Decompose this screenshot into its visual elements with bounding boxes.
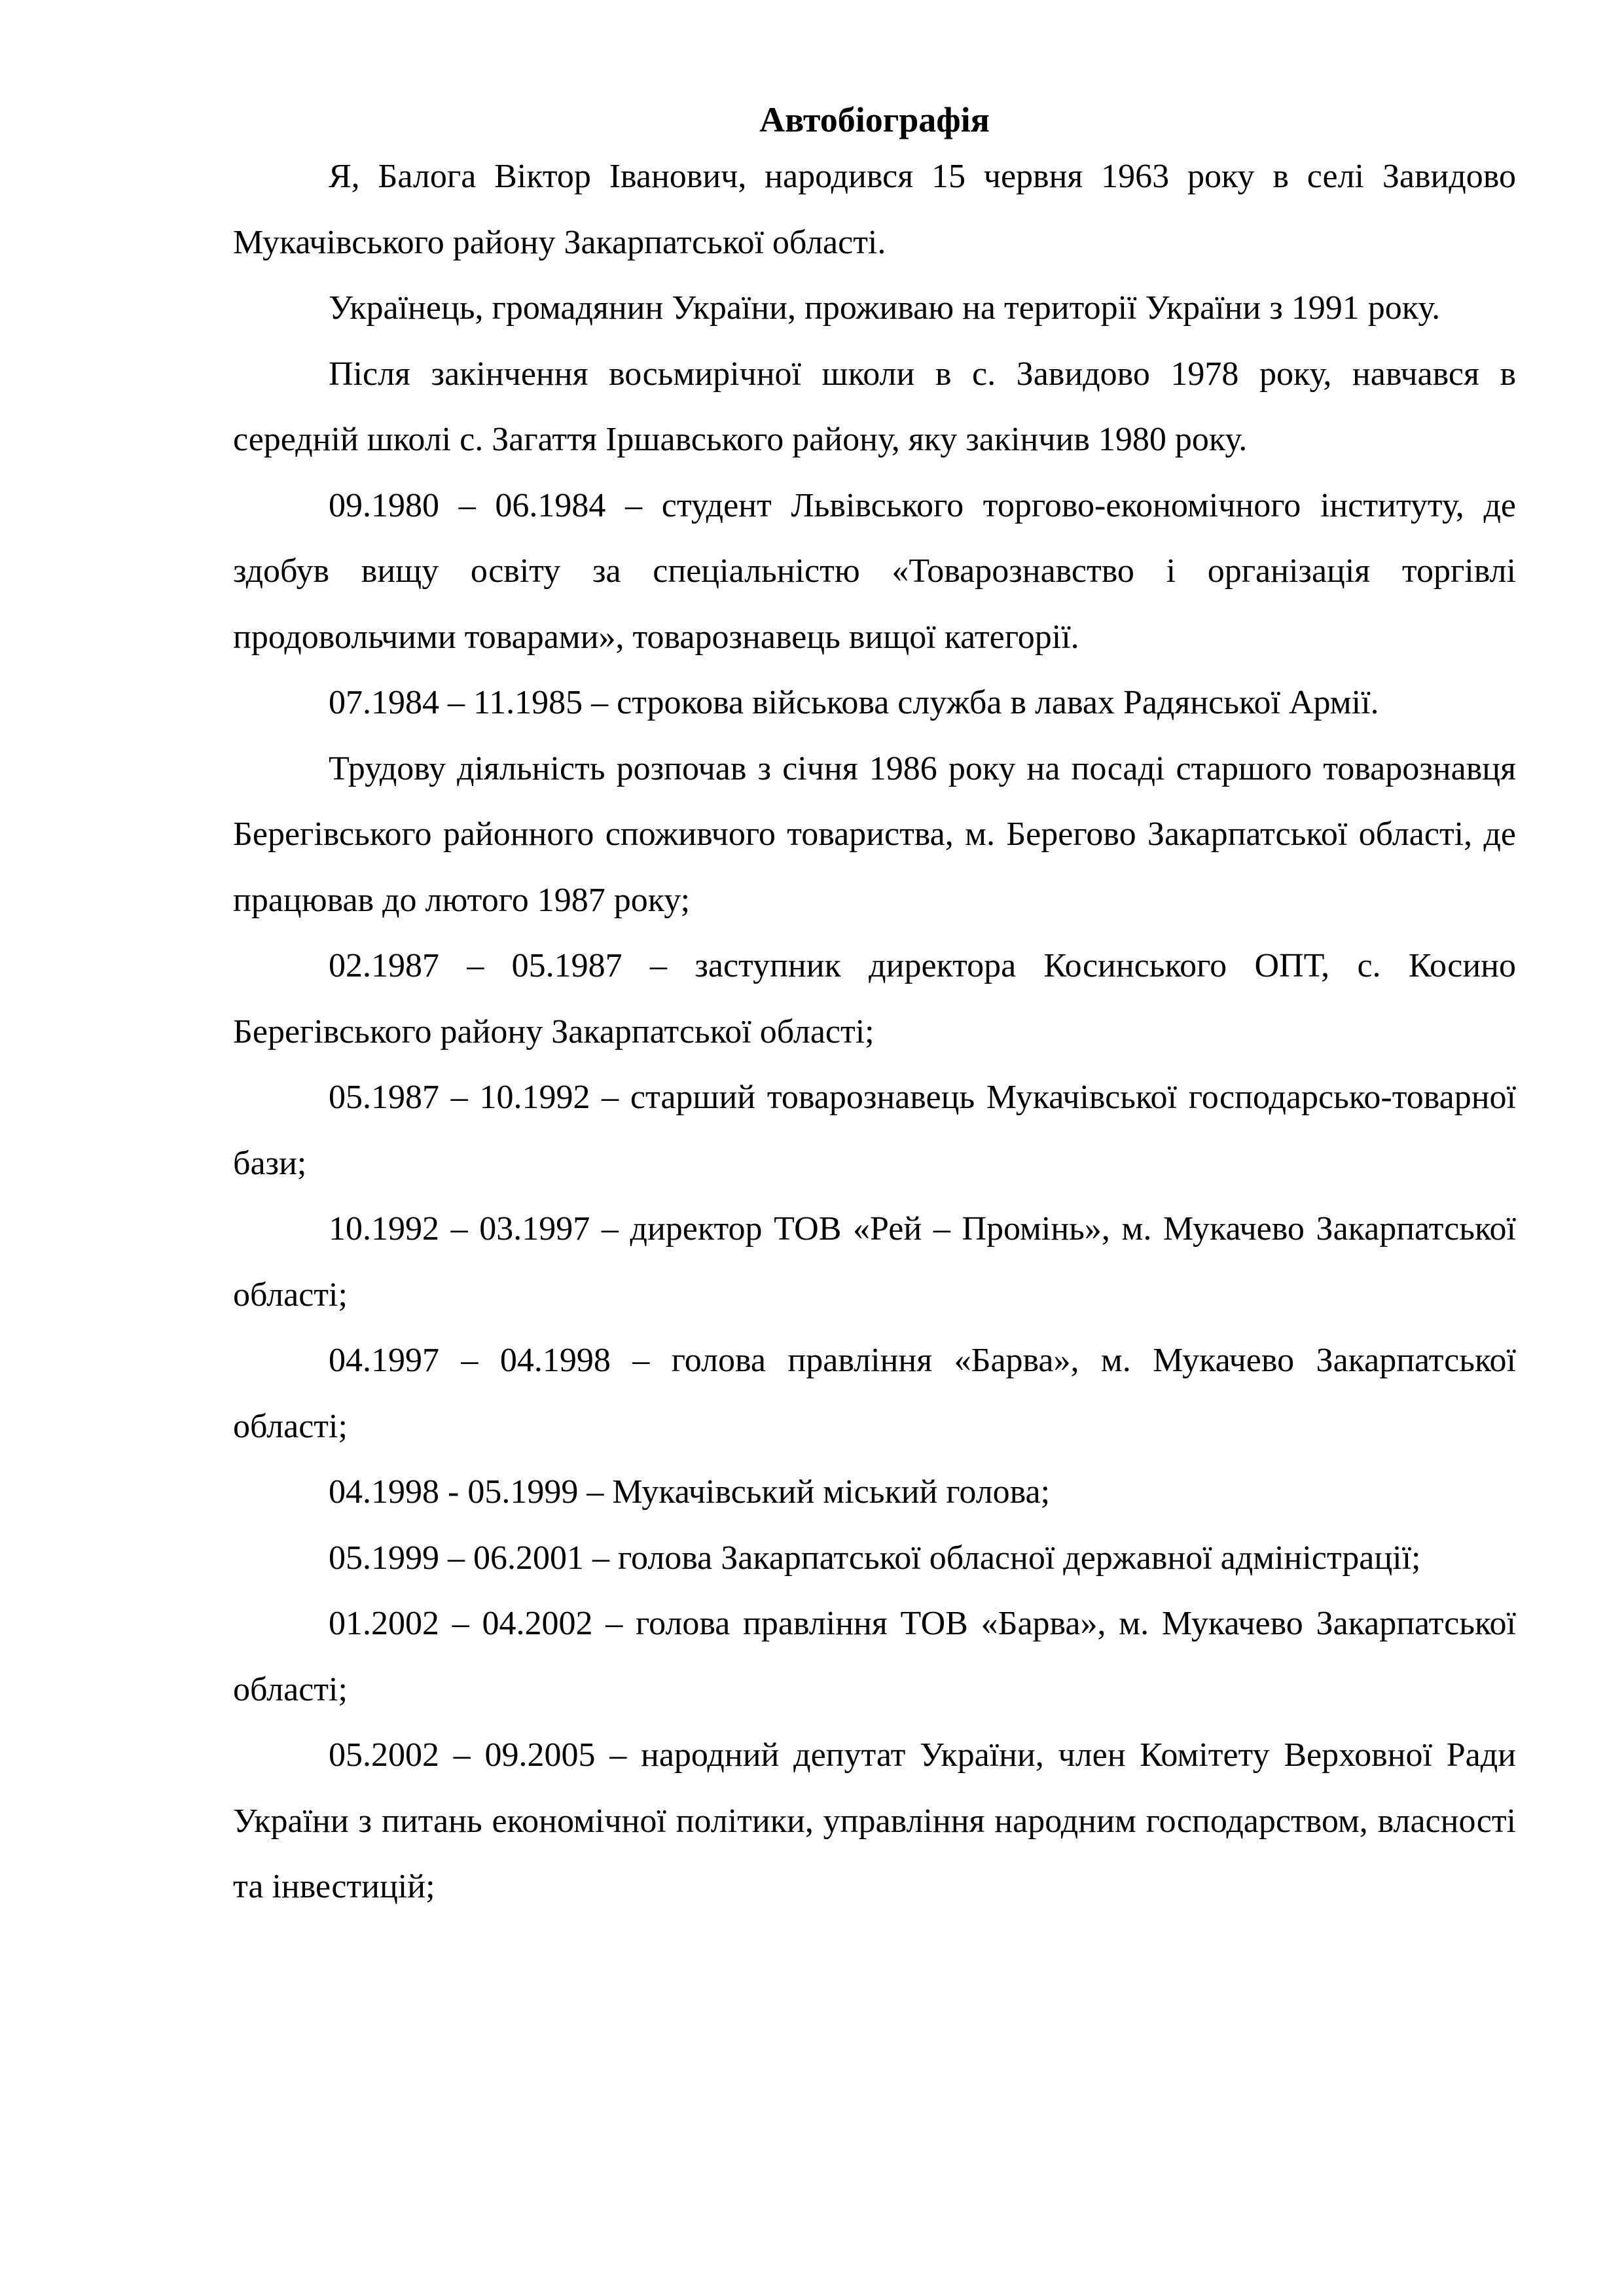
paragraph-military: 07.1984 – 11.1985 – строкова військова служба в лавах Радянської Армії.: [329, 684, 1379, 721]
document-title: Автобіографія: [759, 100, 990, 139]
document-page: [233, 96, 1516, 1920]
paragraph-job-1987: 02.1987 – 05.1987 – заступник директора Косинського ОПТ, с. Косино Берегівського району Закарпатської області;: [233, 947, 1516, 1050]
paragraph-job-1987-1992: 05.1987 – 10.1992 – старший товарознавець Мукачівської господарсько-товарної бази;: [233, 1079, 1516, 1182]
paragraph-first-job: Трудову діяльність розпочав з січня 1986 року на посаді старшого товарознавця Берегівського районного споживчого товариства, м. Берегово Закарпатської області, де працював до лютого 1987 року;: [233, 749, 1516, 919]
paragraph-birth: Я, Балога Віктор Іванович, народився 15 червня 1963 року в селі Завидово Мукачівського району Закарпатської області.: [233, 158, 1516, 261]
paragraph-job-1992-1997: 10.1992 – 03.1997 – директор ТОВ «Рей – Промінь», м. Мукачево Закарпатської області;: [233, 1210, 1516, 1314]
paragraph-deputy: 05.2002 – 09.2005 – народний депутат України, член Комітету Верховної Ради України з питань економічної політики, управління народним господарством, власності та інвестицій;: [233, 1736, 1516, 1905]
paragraph-university: 09.1980 – 06.1984 – студент Львівського торгово-економічного інституту, де здобув вищу освіту за спеціальністю «Товарознавство і організація торгівлі продовольчими товарами», товарознавець вищої категорії.: [233, 486, 1516, 656]
paragraph-mayor: 04.1998 - 05.1999 – Мукачівський міський голова;: [329, 1473, 1051, 1511]
paragraph-job-2002: 01.2002 – 04.2002 – голова правління ТОВ «Барва», м. Мукачево Закарпатської області;: [233, 1605, 1516, 1708]
paragraph-governor: 05.1999 – 06.2001 – голова Закарпатської обласної державної адміністрації;: [329, 1539, 1421, 1577]
paragraph-citizenship: Українець, громадянин України, проживаю на території України з 1991 року.: [329, 289, 1441, 327]
paragraph-school: Після закінчення восьмирічної школи в с. Завидово 1978 року, навчався в середній школі с. Загаття Іршавського району, яку закінчив 1980 року.: [233, 355, 1516, 458]
paragraph-job-1997-1998: 04.1997 – 04.1998 – голова правління «Барва», м. Мукачево Закарпатської області;: [233, 1342, 1516, 1445]
